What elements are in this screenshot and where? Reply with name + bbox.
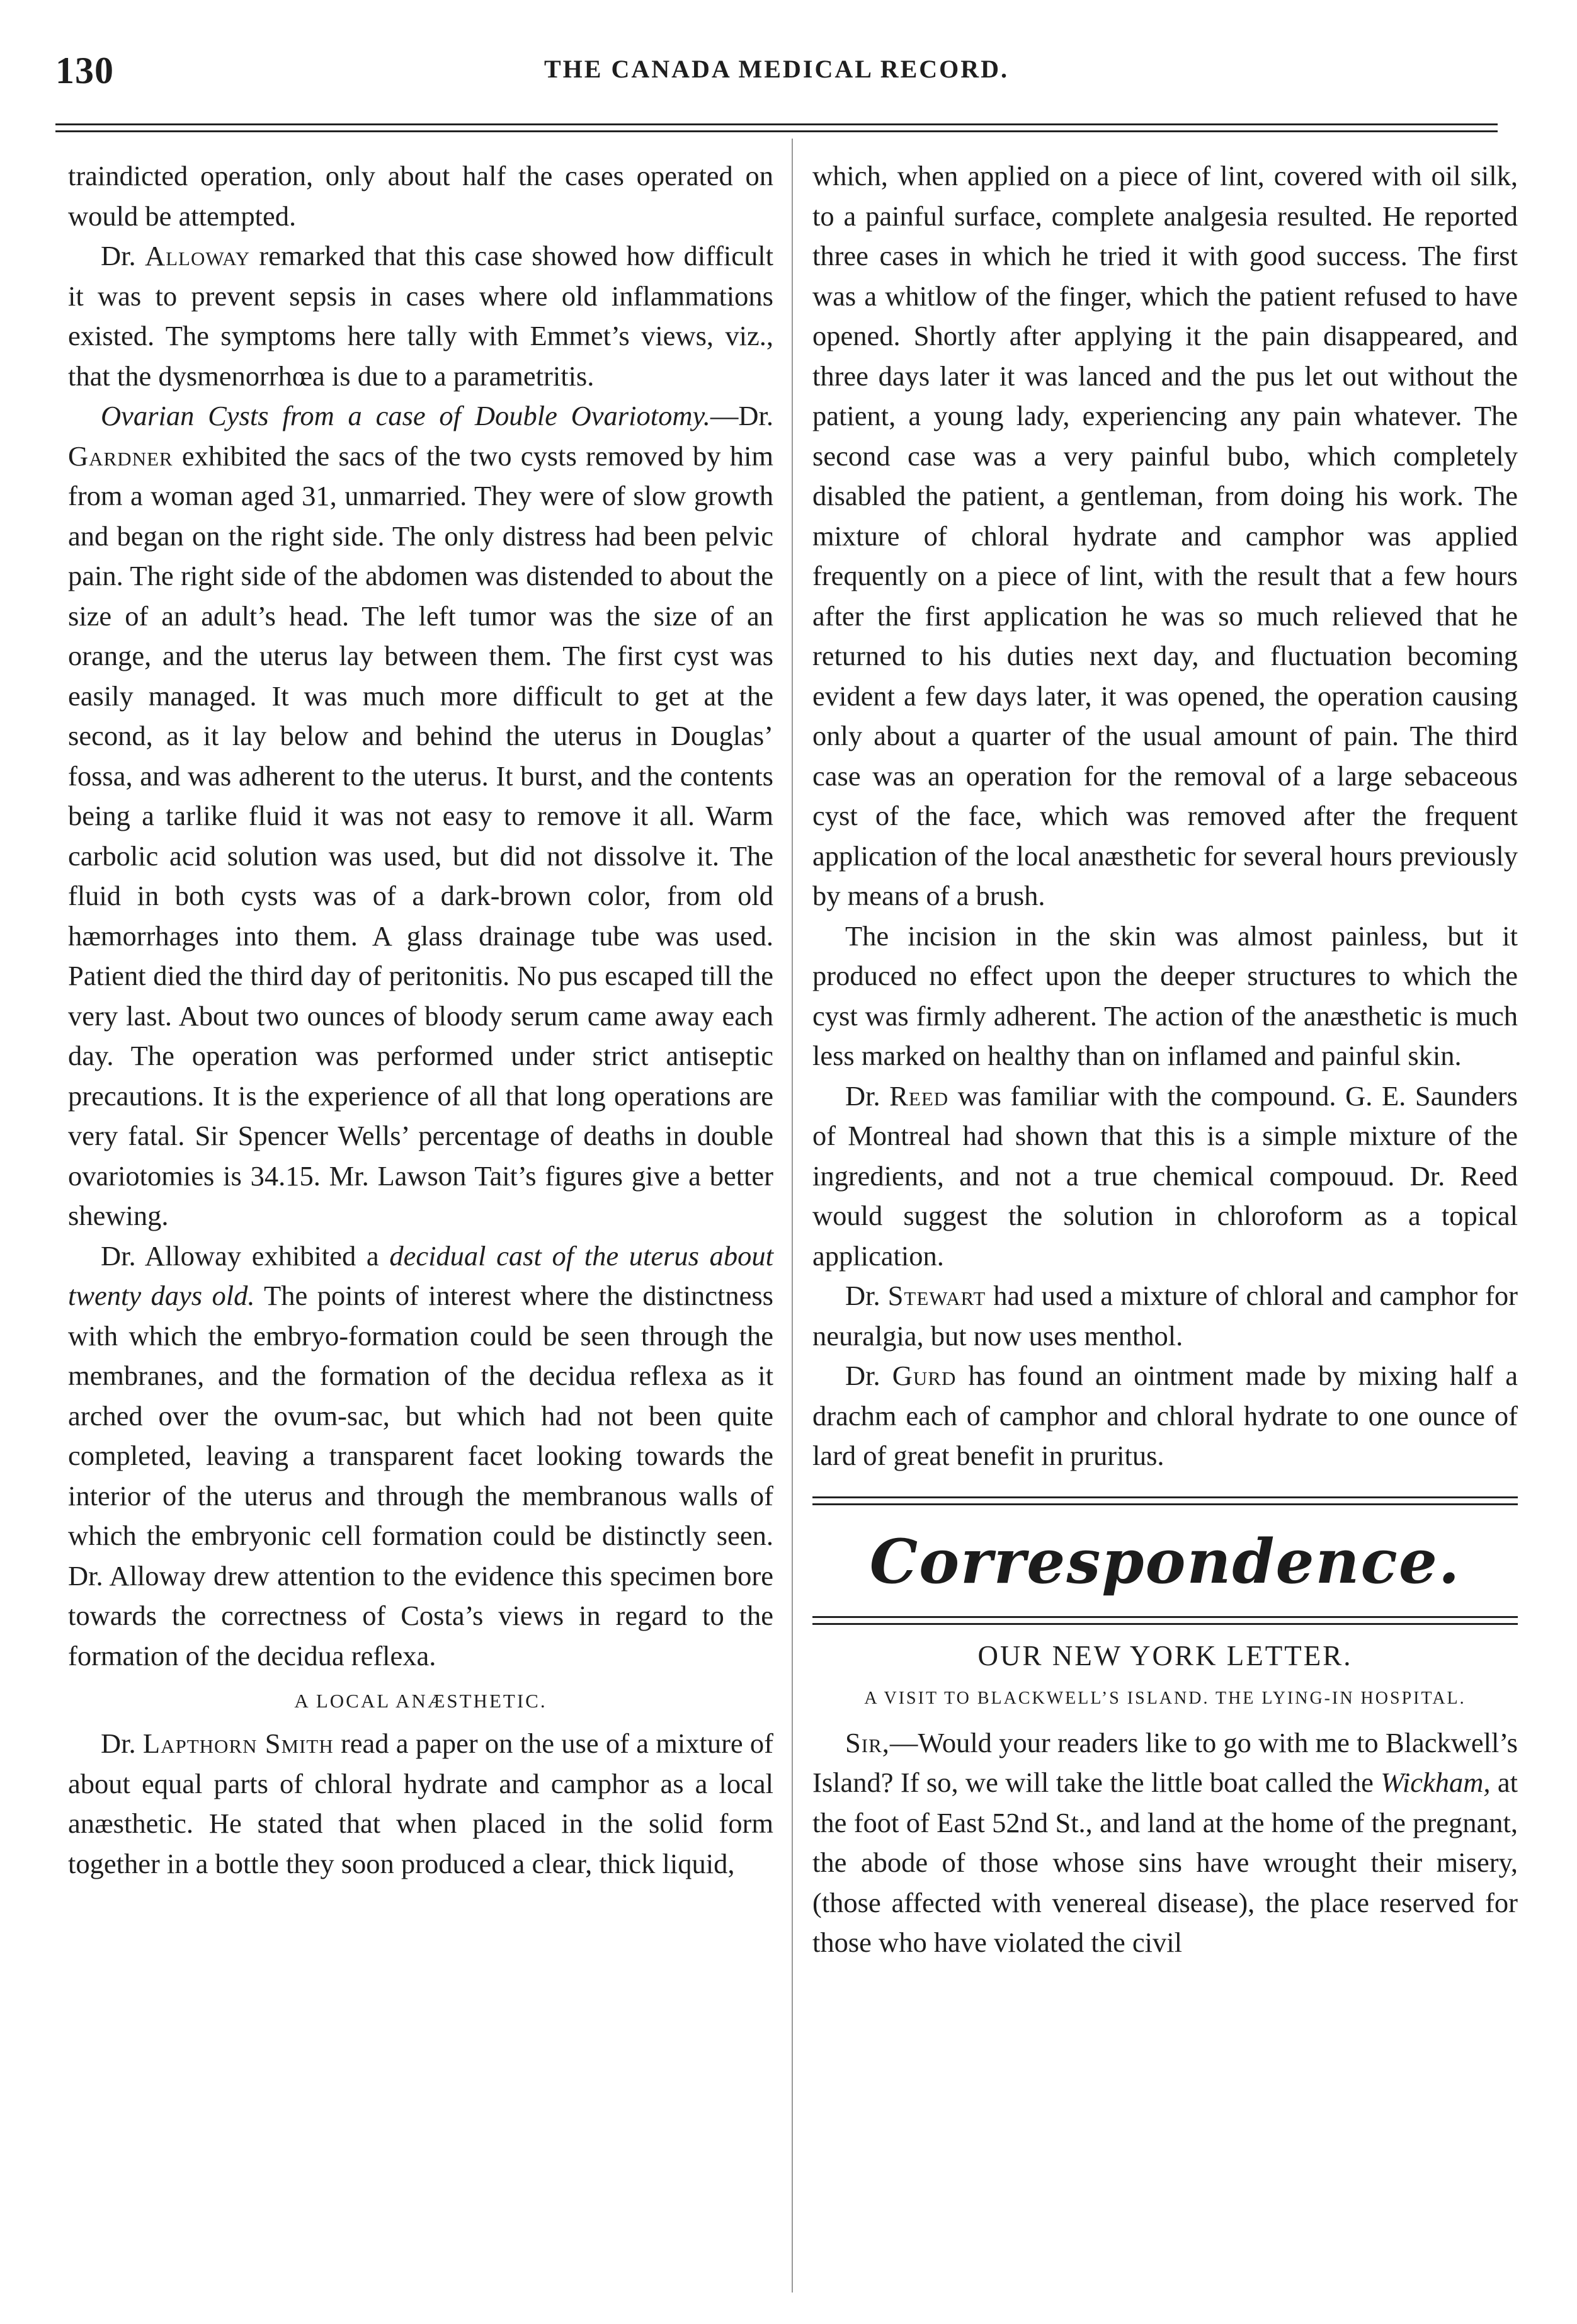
right-column	[812, 156, 1518, 1963]
department-heading: Correspondence.	[869, 1525, 1461, 1597]
paragraph: which, when applied on a piece of lint, covered with oil silk, to a painful surface, complete analgesia resulted. He reported three cases in which he tried it with good success. The first was a whitlow of the finger, which the patient refused to have opened. Shortly after applying it the pain disappeared, and three days later it was lanced and the pus let out without the patient, a young lady, experiencing any pain whatever. The second case was a very painful bubo, which completely disabled the patient, a gentleman, from doing his work. The mixture of chloral hydrate and camphor was applied frequently on a piece of lint, with the result that a few hours after the first application he was so much relieved that he returned to his duties next day, and fluctuation becoming evident a few days later, it was opened, the operation causing only about a quarter of the usual amount of pain. The third case was an operation for the removal of a large sebaceous cyst of the face, which was removed after the frequent application of the local anæsthetic for several hours previously by means of a brush.	[812, 160, 1518, 911]
running-head	[55, 49, 1498, 106]
journal-title: THE CANADA MEDICAL RECORD.	[544, 55, 1010, 83]
left-column	[68, 156, 773, 1884]
paragraph: Dr. Alloway exhibited a decidual cast of the uterus about twenty days old. The points of interest where the distinctness with which the embryo-formation could be seen through the membranes, and the formation of the decidua reflexa as it arched over the ovum-sac, but which had not been quite completed, leaving a transparent facet looking towards the interior of the uterus and through the membranous walls of which the embryonic cell formation could be distinctly seen. Dr. Alloway drew attention to the evidence this specimen bore towards the correctness of Costa’s views in regard to the formation of the decidua reflexa.	[68, 1239, 773, 1672]
paragraph: Dr. Lapthorn Smith read a paper on the use of a mixture of about equal parts of chloral hydrate and camphor as a local anæsthetic. He stated that when placed in the solid form together in a bottle they soon produced a clear, thick liquid,	[68, 1728, 773, 1879]
letter-title: OUR NEW YORK LETTER.	[977, 1639, 1353, 1672]
paragraph: The incision in the skin was almost painless, but it produced no effect upon the deeper structures to which the cyst was firmly adherent. The action of the anæsthetic is much less marked on healthy than on inflamed and painful skin.	[812, 920, 1518, 1071]
speaker-name: Gurd	[892, 1360, 957, 1391]
speaker-name: Stewart	[887, 1280, 986, 1311]
page-number: 130	[55, 50, 114, 91]
paragraph: Dr. Stewart had used a mixture of chloral and camphor for neuralgia, but now uses menthol.	[812, 1280, 1518, 1352]
case-title: Ovarian Cysts from a case of Double Ovariotomy.	[101, 400, 710, 431]
paragraph: Dr. Reed was familiar with the compound. G. E. Saunders of Montreal had shown that this is a simple mixture of the ingredients, and not a true chemical compouud. Dr. Reed would suggest the solution in chloroform as a topical application.	[812, 1079, 1518, 1272]
paragraph: Dr. Alloway remarked that this case showed how difficult it was to prevent sepsis in cases where old inflammations existed. The symptoms here tally with Emmet’s views, viz., that the dysmenorrhœa is due to a parametritis.	[68, 240, 773, 392]
boat-name: Wickham,	[1381, 1767, 1491, 1798]
specimen-title: decidual cast of the uterus about twenty days old.	[68, 1239, 773, 1311]
section-rule	[812, 1496, 1518, 1505]
section-heading: A LOCAL ANÆSTHETIC.	[294, 1690, 547, 1712]
header-rule	[55, 123, 1498, 132]
speaker-name: Lapthorn Smith	[142, 1728, 334, 1759]
paragraph: Ovarian Cysts from a case of Double Ovariotomy.—Dr. Gardner exhibited the sacs of the two cysts removed by him from a woman aged 31, unmarried. They were of slow growth and began on the right side. The only distress had been pelvic pain. The right side of the abdomen was distended to about the size of an adult’s head. The left tumor was the size of an orange, and the uterus lay between them. The first cyst was easily managed. It was much more difficult to get at the second, as it lay below and behind the uterus in Douglas’ fossa, and was adherent to the uterus. It burst, and the contents being a tarlike fluid it was not easy to remove it all. Warm carbolic acid solution was used, but did not dissolve it. The fluid in both cysts was of a dark-brown color, from old hæmorrhages into them. A glass drainage tube was used. Patient died the third day of peritonitis. No pus escaped till the very last. About two ounces of bloody serum came away each day. The operation was performed under strict antiseptic precautions. It is the experience of all that long operations are very fatal. Sir Spencer Wells’ percentage of deaths in double ovariotomies is 34.15. Mr. Lawson Tait’s figures give a better shewing.	[68, 400, 773, 1231]
column-divider	[792, 139, 793, 2293]
speaker-name: Reed	[889, 1079, 949, 1112]
letter-subtitle: A VISIT TO BLACKWELL’S ISLAND. THE LYING-IN HOSPITAL.	[864, 1688, 1466, 1708]
salutation: Sir,	[845, 1726, 890, 1758]
paragraph: traindicted operation, only about half the cases operated on would be attempted.	[68, 160, 773, 232]
paragraph: Dr. Gurd has found an ointment made by mixing half a drachm each of camphor and chloral hydrate to one ounce of lard of great benefit in pruritus.	[812, 1360, 1518, 1471]
speaker-name: Gardner	[68, 440, 173, 472]
paragraph: Sir,—Would your readers like to go with me to Blackwell’s Island? If so, we will take the little boat called the Wickham, at the foot of East 52nd St., and land at the home of the pregnant, the abode of those whose sins have wrought their misery, (those affected with venereal disease), the place reserved for those who have violated the civil	[812, 1726, 1518, 1958]
speaker-name: Alloway	[144, 240, 251, 271]
section-rule	[812, 1616, 1518, 1625]
